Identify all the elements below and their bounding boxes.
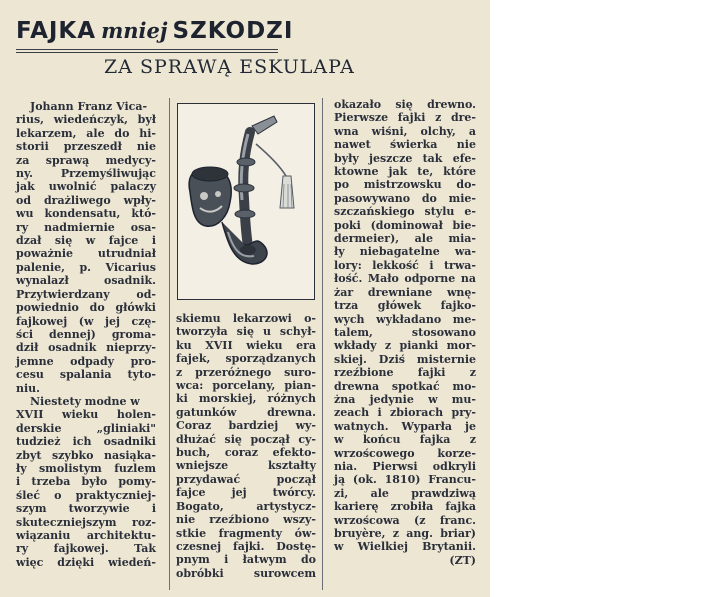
text-line: dermeier), ale mia- — [334, 232, 476, 246]
text-line: gatunków drewna. — [176, 405, 316, 419]
text-line: okazało się drewno. — [334, 98, 476, 111]
text-line: ją (ok. 1810) Francu- — [334, 473, 476, 487]
text-line: poki (dominował bie- — [334, 218, 476, 232]
text-line: od drażliwego wpły- — [16, 193, 156, 207]
text-line: w końcu fajka z — [334, 433, 476, 447]
text-line: dłużać się począł cy- — [176, 432, 316, 446]
text-line: łość. Mało odporne na — [334, 272, 476, 286]
text-line: żar drewniane wnę- — [334, 285, 476, 299]
text-line: czesnej fajki. Dostę- — [176, 539, 316, 553]
column-divider-1 — [169, 98, 170, 590]
text-line: skiej. Dziś misternie — [334, 352, 476, 366]
text-line: śleć o praktyczniej- — [16, 488, 156, 502]
text-line: pasowywano do mie- — [334, 191, 476, 205]
text-line: ki morskiej, różnych — [176, 392, 316, 406]
text-line: storii przeszedł nie — [16, 140, 156, 154]
text-line: wna wiśni, olchy, a — [334, 124, 476, 138]
text-line: poważnie utrudniał — [16, 247, 156, 261]
text-line: wca: porcelany, pian- — [176, 379, 316, 393]
text-line: ły niebagatelne wa- — [334, 245, 476, 259]
column-divider-2 — [322, 98, 323, 590]
text-line: więc dzięki wiedeń- — [16, 555, 156, 569]
text-line: obróbki surowcem — [176, 566, 316, 580]
text-line: za sprawą medycy- — [16, 153, 156, 167]
text-line: nia. Pierwsi odkryli — [334, 459, 476, 473]
text-line: derskie „gliniaki" — [16, 421, 156, 435]
text-line: fajkowej (w jej czę- — [16, 314, 156, 328]
headline-rule-top — [16, 49, 278, 50]
text-line: ły smolistym fuzlem — [16, 461, 156, 475]
headline-part-2: mniej — [101, 18, 168, 43]
text-line: watnych. Wyparła je — [334, 419, 476, 433]
text-line: i trzeba było pomy- — [16, 475, 156, 489]
text-line: cesu spalania tyto- — [16, 368, 156, 382]
text-line: skiemu lekarzowi o- — [176, 312, 316, 325]
text-line: wkłady z pianki mor- — [334, 339, 476, 353]
text-line: zi, ale prawdziwą — [334, 486, 476, 500]
headline-part-1: FAJKA — [16, 18, 97, 44]
text-line: zbyt szybko nasiąka- — [16, 448, 156, 462]
text-line: fajek, sporządzanych — [176, 352, 316, 366]
text-line: Coraz bardziej wy- — [176, 419, 316, 433]
text-line: zeach i zbiorach pry- — [334, 406, 476, 420]
carved-pipe-illustration — [178, 104, 314, 299]
text-line: skuteczniejszym roz- — [16, 515, 156, 529]
text-line: szym tworzywie i — [16, 502, 156, 516]
text-line: nawet świerka nie — [334, 138, 476, 152]
text-line: buch, coraz efekto- — [176, 446, 316, 460]
article-column-2 — [176, 312, 316, 580]
text-line: rzeźbione fajki z — [334, 366, 476, 380]
text-line: lekarzem, ale do hi- — [16, 126, 156, 140]
text-line: stkie fragmenty ów- — [176, 526, 316, 540]
text-line: tudzież ich osadniki — [16, 435, 156, 449]
text-line: wynalazł osadnik. — [16, 274, 156, 288]
text-line: Niestety modne w — [30, 394, 140, 408]
text-line: wniejsze kształty — [176, 459, 316, 473]
text-line: (ZT) — [449, 553, 476, 567]
text-line: w Wielkiej Brytanii. — [334, 540, 476, 554]
text-line: ści dennej) groma- — [16, 327, 156, 341]
headline-part-3: SZKODZI — [172, 18, 294, 44]
text-line: wrzoścowa (z franc. — [334, 513, 476, 527]
text-line: palenie, p. Vicarius — [16, 260, 156, 274]
pipe-photo — [177, 103, 315, 300]
text-line: trza główek fajko- — [334, 299, 476, 313]
text-line: Pierwsze fajki z dre- — [334, 111, 476, 125]
headline-rule-bottom — [16, 52, 278, 53]
text-line: lory: lekkość i trwa- — [334, 258, 476, 272]
text-line: fajce jej twórcy. — [176, 486, 316, 500]
article-column-3 — [334, 98, 476, 567]
text-line: ny. Przemyśliwując — [16, 167, 156, 181]
text-line: niu. — [16, 381, 41, 395]
text-line: jak uwolnić palaczy — [16, 180, 156, 194]
text-line: przydawać począł — [176, 472, 316, 486]
text-line: ktowne jak te, które — [334, 165, 476, 179]
text-line: rius, wiedeńczyk, był — [16, 113, 156, 127]
headline — [16, 18, 293, 44]
text-line: wych wykładano me- — [334, 312, 476, 326]
text-line: pnym i łatwym do — [176, 553, 316, 567]
subheadline: ZA SPRAWĄ ESKULAPA — [104, 56, 355, 78]
text-line: jemne odpady pro- — [16, 354, 156, 368]
text-line: Przytwierdzany od- — [16, 287, 156, 301]
text-line: z przeróżnego suro- — [176, 365, 316, 379]
text-line: ry fajkowej. Tak — [16, 542, 156, 556]
text-line: były jeszcze tak efe- — [334, 151, 476, 165]
text-line: karierę zrobiła fajka — [334, 500, 476, 514]
text-line: szczańskiego stylu e- — [334, 205, 476, 219]
text-line: wiązaniu architektu- — [16, 529, 156, 542]
text-line: wrzoścowego korze- — [334, 446, 476, 460]
text-line: dzał się w fajce i — [16, 234, 156, 248]
text-line: Bogato, artystycz- — [176, 499, 316, 513]
text-line: Johann Franz Vica- — [30, 100, 148, 113]
text-line: dził osadnik nieprzy- — [16, 341, 156, 355]
text-line: powiednio do główki — [16, 301, 156, 315]
text-line: po mistrzowsku do- — [334, 178, 476, 192]
text-line: bruyère, z ang. briar) — [334, 527, 476, 540]
text-line: tworzyła się u schył- — [176, 325, 316, 339]
text-line: żna jedynie w mu- — [334, 392, 476, 406]
text-line: XVII wieku holen- — [16, 408, 156, 422]
text-line: drewna spotkać mo- — [334, 379, 476, 393]
text-line: wu kondensatu, któ- — [16, 207, 156, 221]
text-line: ku XVII wieku era — [176, 338, 316, 352]
text-line: nie rzeźbiono wszy- — [176, 513, 316, 527]
article-column-1 — [16, 100, 156, 569]
text-line: talem, stosowano — [334, 325, 476, 339]
text-line: ry nadmiernie osa- — [16, 220, 156, 234]
